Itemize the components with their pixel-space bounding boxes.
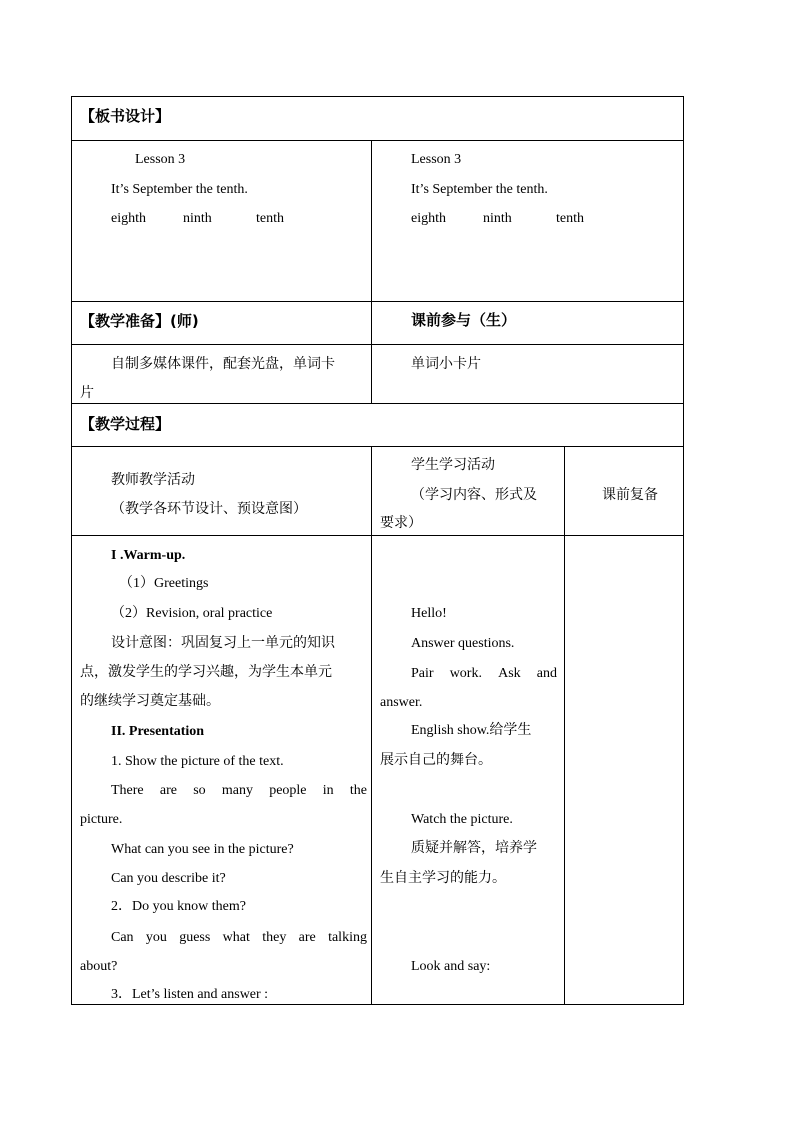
row-divider [72,535,683,536]
describe-question: Can you describe it? [111,871,226,886]
board-left-word-3: tenth [256,211,284,226]
english-show: English show.给学生 [411,723,532,738]
teacher-prep-content: 自制多媒体课件，配套光盘，单词卡 [111,356,335,372]
justified-word: There [111,783,144,798]
row-divider [72,301,683,302]
justified-word: are [159,783,177,798]
student-activities-subheading: （学习内容、形式及 [411,487,537,503]
warmup-heading: I .Warm-up. [111,548,186,563]
justified-word: guess [179,930,211,945]
justified-word: Ask [498,666,521,681]
many-people-line [111,784,367,798]
greetings-item: （1）Greetings [119,576,209,591]
justified-word: what [222,930,250,945]
row-divider [72,403,683,404]
student-activities-heading: 学生学习活动 [411,457,495,473]
teacher-prep-header [80,314,199,330]
teacher-prep-content-cont: 片 [80,385,94,401]
board-right-word-1: eighth [411,211,446,226]
question-answer: 质疑并解答，培养学 [411,840,537,856]
row-divider [72,344,683,345]
student-prep-content: 单词小卡片 [411,356,481,372]
teacher-activities-heading: 教师教学活动 [111,472,195,488]
justified-word: in [322,783,334,798]
teacher-activities-subheading: （教学各环节设计、预设意图） [111,501,307,517]
justified-word: talking [328,930,367,945]
design-intent-cont: 点，激发学生的学习兴趣，为学生本单元 [80,664,332,680]
justified-word: the [349,783,367,798]
justified-word: they [262,930,287,945]
question-answer-cont: 生自主学习的能力。 [380,870,506,886]
listen-step: 3．Let’s listen and answer : [111,987,269,1002]
column-divider [371,140,372,403]
many-people-line-end: picture. [80,812,123,827]
justified-word: Can [111,930,134,945]
teacher-prep-header-main: 【教学准备】 [80,312,171,330]
row-divider [72,140,683,141]
row-divider [72,446,683,447]
design-intent: 设计意图：巩固复习上一单元的知识 [111,635,335,651]
board-left-sentence: It’s September the tenth. [111,182,248,197]
justified-word: so [193,783,206,798]
revision-item: （2）Revision, oral practice [111,606,273,621]
board-right-lesson: Lesson 3 [411,152,462,167]
student-prep-header: 课前参与（生） [411,311,517,329]
justified-word: are [298,930,316,945]
column-divider [564,446,565,1004]
justified-word: and [536,666,557,681]
guess-line [111,931,367,945]
show-picture-step: 1. Show the picture of the text. [111,754,284,769]
board-left-word-1: eighth [111,211,146,226]
guess-line-end: about? [80,959,118,974]
design-intent-end: 的继续学习奠定基础。 [80,693,220,709]
student-activities-subheading-cont: 要求） [380,515,422,531]
pair-work-line [411,667,557,681]
answer-questions: Answer questions. [411,636,515,651]
column-divider [371,446,372,1004]
justified-word: Pair [411,666,434,681]
what-see-question: What can you see in the picture? [111,842,294,857]
board-right-word-2: ninth [483,211,512,226]
board-left-lesson: Lesson 3 [135,152,186,167]
justified-word: many [221,783,253,798]
look-and-say: Look and say: [411,959,491,974]
teacher-prep-header-suffix: (师) [170,312,199,330]
justified-word: you [145,930,167,945]
board-left-word-2: ninth [183,211,212,226]
english-show-cont: 展示自己的舞台。 [380,752,492,768]
teaching-process-header: 【教学过程】 [80,415,171,433]
board-right-sentence: It’s September the tenth. [411,182,548,197]
preclass-review-heading: 课前复备 [602,487,658,503]
justified-word: people [269,783,307,798]
justified-word: work. [449,666,482,681]
watch-picture: Watch the picture. [411,812,513,827]
presentation-heading: II. Presentation [111,724,205,739]
board-right-word-3: tenth [556,211,584,226]
pair-work-line-end: answer. [380,695,423,710]
board-design-header: 【板书设计】 [80,107,171,125]
hello-response: Hello! [411,606,447,621]
know-them-step: 2．Do you know them? [111,899,246,914]
